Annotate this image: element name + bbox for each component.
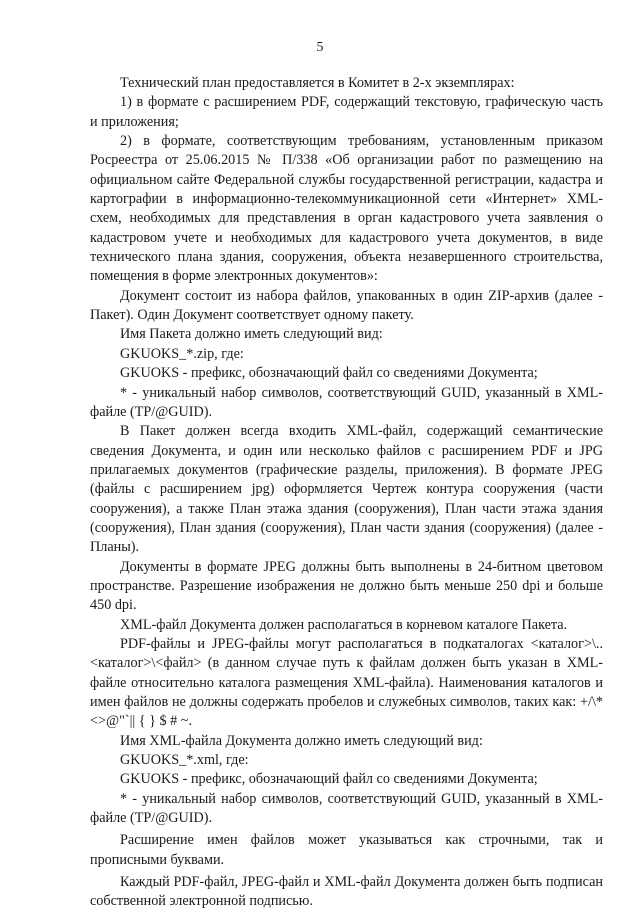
paragraph-xml-guid-definition: * - уникальный набор символов, соответствующий GUID, указанный в XML-файле (TP/@GUID). [90,790,603,827]
paragraph-xml-format: 2) в формате, соответствующим требованиям, установленным приказом Росреестра от 25.06.2015 № П/338 «Об организации работ по размещению на официальном сайте Федеральной службы государственной регистрации, кадастра и картографии в информационно-телекоммуникационной сети «Интернет» XML-схем, необходимых для представления в орган кадастрового учета заявления о кадастровом учете и необходимых для кадастрового учета документов, в виде технического плана здания, сооружения, объекта незавершенного строительства, помещения в форме электронных документов»: [90,133,603,285]
paragraph-package-name-pattern: GKUOKS_*.zip, где: [120,345,244,362]
paragraph-subdirectories: PDF-файлы и JPEG-файлы могут располагаться в подкаталогах <каталог>\..<каталог>\<файл> (в данном случае путь к файлам должен быть указан в XML-файле относительно каталога размещения XML-файла). Наименования каталогов и имен файлов не должны содержать пробелов и служебных символов, таких как: +/\*<>@"`|| { } $ # ~. [90,635,603,730]
paragraph-prefix-definition: GKUOKS - префикс, обозначающий файл со сведениями Документа; [120,365,538,382]
paragraph-xml-name-intro: Имя XML-файла Документа должно иметь следующий вид: [120,732,483,749]
paragraph-package-contents: В Пакет должен всегда входить XML-файл, содержащий семантические сведения Документа, и один или несколько файлов с расширением PDF и JPG прилагаемых документов (графические разделы, приложения). В формате JPEG (файлы с расширением jpg) оформляется Чертеж контура сооружения (части сооружения), а также План этажа здания (сооружения), План части этажа здания (сооружения), План здания (сооружения), План части здания (сооружения) (далее - Планы). [90,423,603,556]
page-number: 5 [316,40,324,55]
paragraph-jpeg-requirements: Документы в формате JPEG должны быть выполнены в 24-битном цветовом пространстве. Разрешение изображения не должно быть меньше 250 dpi и больше 450 dpi. [90,558,603,614]
paragraph-document-structure: Документ состоит из набора файлов, упакованных в один ZIP-архив (далее - Пакет). Один Документ соответствует одному пакету. [90,287,603,324]
paragraph-extension-case: Расширение имен файлов может указываться как строчными, так и прописными буквами. [90,832,603,868]
document-body [90,74,603,912]
paragraph-signature: Каждый PDF-файл, JPEG-файл и XML-файл Документа должен быть подписан собственной электронной подписью. [90,874,603,910]
paragraph-xml-prefix-definition: GKUOKS - префикс, обозначающий файл со сведениями Документа; [120,771,538,788]
paragraph-xml-name-pattern: GKUOKS_*.xml, где: [120,752,249,769]
paragraph-submission-intro: Технический план предоставляется в Комитет в 2-х экземплярах: [120,75,515,91]
paragraph-xml-location: XML-файл Документа должен располагаться в корневом каталоге Пакета. [120,616,568,633]
paragraph-package-name-intro: Имя Пакета должно иметь следующий вид: [120,326,383,343]
paragraph-pdf-format: 1) в формате с расширением PDF, содержащий текстовую, графическую часть и приложения; [90,94,603,130]
paragraph-guid-definition: * - уникальный набор символов, соответствующий GUID, указанный в XML-файле (TP/@GUID). [90,384,603,420]
